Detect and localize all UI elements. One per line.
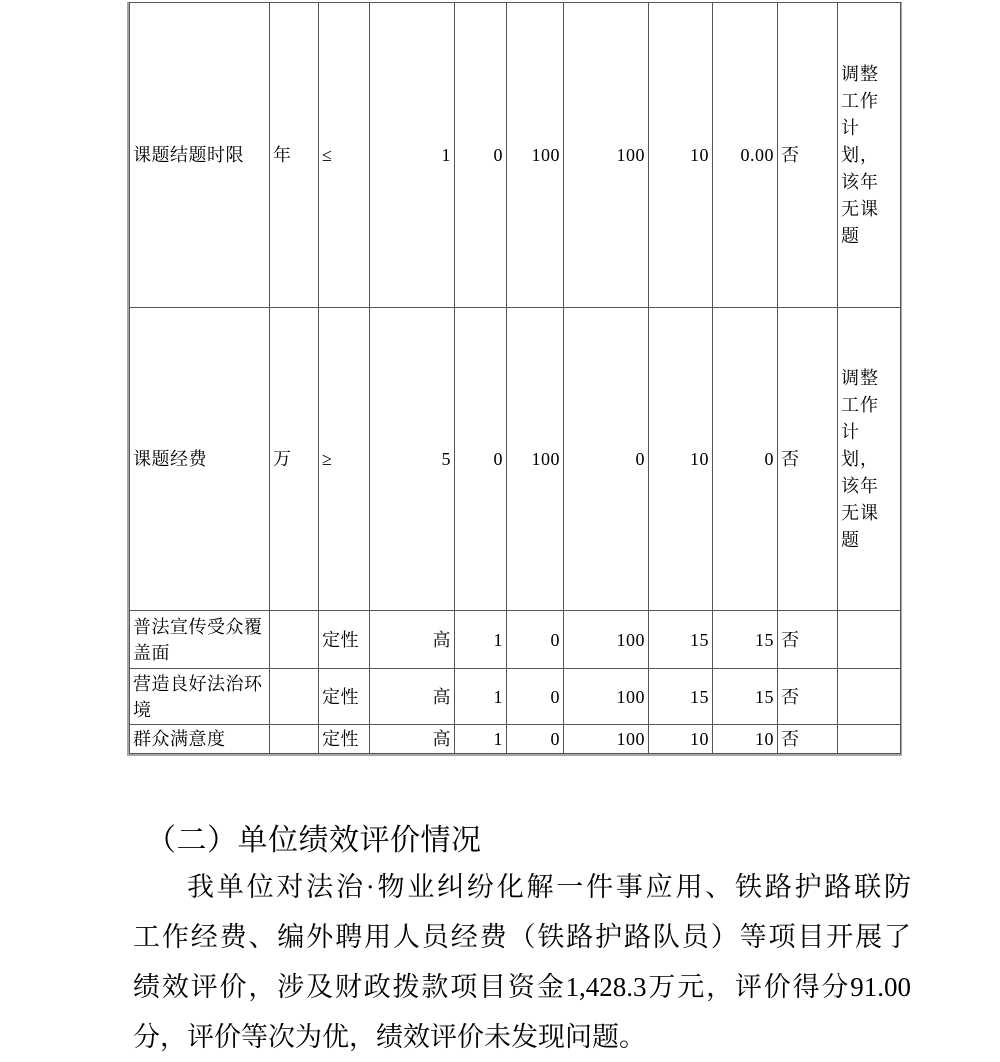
table-cell: 高 <box>370 669 455 725</box>
table-cell <box>270 725 319 754</box>
table-cell: 否 <box>778 611 838 669</box>
table-cell: 0 <box>455 308 507 611</box>
table-cell: 10 <box>713 725 778 754</box>
table-cell: 15 <box>713 611 778 669</box>
table-cell: 15 <box>713 669 778 725</box>
table-cell: 调整工作计划，该年无课题 <box>838 308 901 611</box>
table-cell: 100 <box>564 725 649 754</box>
table-cell: 定性 <box>319 669 370 725</box>
paragraph-line: 绩效评价，涉及财政拨款项目资金1,428.3万元，评价得分91.00 <box>133 972 911 1002</box>
table-cell: 定性 <box>319 611 370 669</box>
table-row <box>130 669 901 725</box>
paragraph-line: 我单位对法治·物业纠纷化解一件事应用、铁路护路联防 <box>187 872 911 902</box>
table-cell: 10 <box>649 725 713 754</box>
paragraph-line: 分，评价等次为优，绩效评价未发现问题。 <box>133 1022 646 1052</box>
table-cell <box>838 669 901 725</box>
table-cell: 15 <box>649 669 713 725</box>
table-cell: 1 <box>370 3 455 308</box>
table-cell: 否 <box>778 3 838 308</box>
table-row <box>130 3 901 308</box>
table-cell: 100 <box>564 3 649 308</box>
table-cell: 0 <box>507 669 564 725</box>
table-cell: ≥ <box>319 308 370 611</box>
table-cell: 调整工作计划，该年无课题 <box>838 3 901 308</box>
table-cell <box>838 611 901 669</box>
section-heading: （二）单位绩效评价情况 <box>146 824 482 857</box>
table-cell <box>838 725 901 754</box>
performance-indicator-table <box>127 2 902 756</box>
table-cell: 0 <box>507 725 564 754</box>
table-cell: 10 <box>649 308 713 611</box>
table-cell: 1 <box>455 669 507 725</box>
table <box>129 2 901 754</box>
table-cell: 0 <box>507 611 564 669</box>
table-cell: ≤ <box>319 3 370 308</box>
table-cell <box>270 611 319 669</box>
table-cell: 否 <box>778 308 838 611</box>
table-cell: 1 <box>455 611 507 669</box>
table-cell: 定性 <box>319 725 370 754</box>
table-cell: 0.00 <box>713 3 778 308</box>
table-cell: 万 <box>270 308 319 611</box>
table-row <box>130 725 901 754</box>
table-cell: 10 <box>649 3 713 308</box>
paragraph-line: 工作经费、编外聘用人员经费（铁路护路队员）等项目开展了 <box>133 922 911 952</box>
table-cell: 高 <box>370 725 455 754</box>
table-cell: 课题结题时限 <box>130 3 270 308</box>
table-cell <box>270 669 319 725</box>
table-cell: 0 <box>713 308 778 611</box>
table-cell: 营造良好法治环境 <box>130 669 270 725</box>
table-cell: 15 <box>649 611 713 669</box>
table-cell: 年 <box>270 3 319 308</box>
table-cell: 100 <box>564 611 649 669</box>
evaluation-paragraph <box>133 862 911 1062</box>
table-cell: 5 <box>370 308 455 611</box>
table-cell: 课题经费 <box>130 308 270 611</box>
table-cell: 高 <box>370 611 455 669</box>
table-cell: 100 <box>564 669 649 725</box>
table-cell: 否 <box>778 669 838 725</box>
table-cell: 0 <box>455 3 507 308</box>
table-cell: 100 <box>507 308 564 611</box>
table-cell: 普法宣传受众覆盖面 <box>130 611 270 669</box>
table-row <box>130 308 901 611</box>
table-cell: 群众满意度 <box>130 725 270 754</box>
table-cell: 100 <box>507 3 564 308</box>
table-cell: 1 <box>455 725 507 754</box>
table-row <box>130 611 901 669</box>
table-cell: 否 <box>778 725 838 754</box>
table-cell: 0 <box>564 308 649 611</box>
